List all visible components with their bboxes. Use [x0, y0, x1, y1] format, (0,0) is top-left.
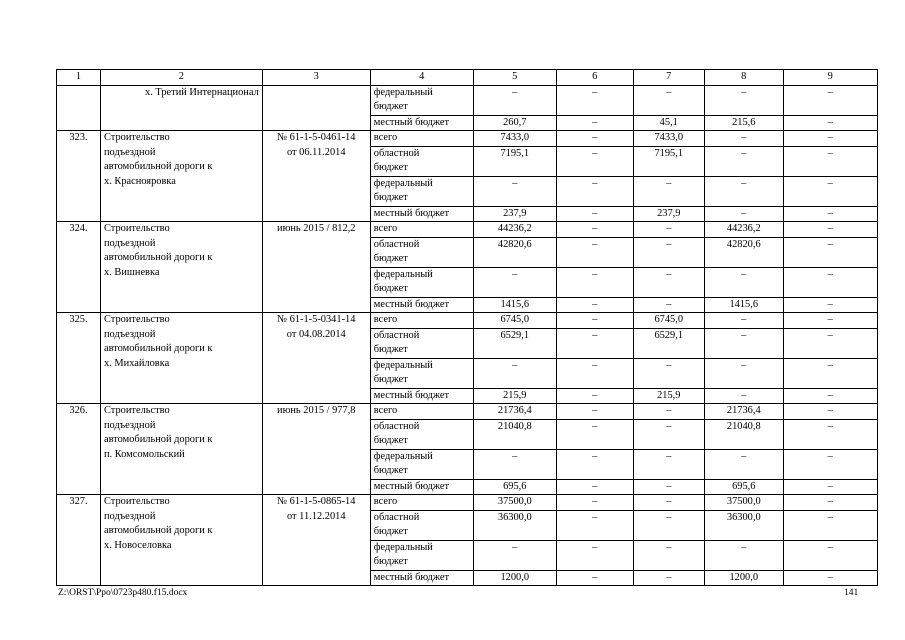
header-cell: 7 — [633, 70, 704, 86]
amount-cell: – — [633, 419, 704, 449]
entry-number-cell: 326. — [57, 404, 101, 495]
amount-cell: – — [556, 85, 633, 115]
amount-cell: – — [783, 222, 877, 238]
budget-source-cell: федеральный бюджет — [370, 358, 473, 388]
amount-cell: – — [556, 358, 633, 388]
amount-cell: – — [783, 510, 877, 540]
budget-source-cell: всего — [370, 131, 473, 147]
amount-cell: – — [783, 206, 877, 222]
amount-cell: 695,6 — [473, 479, 556, 495]
amount-cell: – — [704, 267, 783, 297]
amount-cell: 36300,0 — [704, 510, 783, 540]
budget-source-cell: федеральный бюджет — [370, 267, 473, 297]
budget-source-cell: всего — [370, 222, 473, 238]
budget-source-cell: всего — [370, 313, 473, 329]
amount-cell: 1200,0 — [473, 570, 556, 586]
budget-source-cell: местный бюджет — [370, 570, 473, 586]
amount-cell: 6745,0 — [473, 313, 556, 329]
amount-cell: – — [783, 328, 877, 358]
amount-cell: – — [556, 540, 633, 570]
table-row — [57, 495, 878, 511]
amount-cell: – — [783, 313, 877, 329]
footer-page-number: 141 — [844, 588, 859, 598]
amount-cell: – — [783, 176, 877, 206]
budget-source-cell: местный бюджет — [370, 115, 473, 131]
amount-cell: – — [704, 449, 783, 479]
object-name-cell: х. Третий Интернационал — [101, 85, 263, 131]
amount-cell: – — [704, 328, 783, 358]
amount-cell: – — [783, 449, 877, 479]
budget-source-cell: местный бюджет — [370, 388, 473, 404]
budget-source-cell: областной бюджет — [370, 237, 473, 267]
object-name-cell: Строительство подъездной автомобильной дороги к х. Вишневка — [101, 222, 263, 313]
header-cell: 2 — [101, 70, 263, 86]
document-cell: июнь 2015 / 977,8 — [262, 404, 370, 495]
amount-cell: – — [704, 176, 783, 206]
amount-cell: 21736,4 — [473, 404, 556, 420]
amount-cell: – — [633, 267, 704, 297]
amount-cell: – — [556, 115, 633, 131]
amount-cell: – — [556, 176, 633, 206]
amount-cell: – — [783, 570, 877, 586]
amount-cell: – — [556, 297, 633, 313]
amount-cell: – — [633, 176, 704, 206]
amount-cell: – — [783, 297, 877, 313]
object-name-cell: Строительство подъездной автомобильной дороги к х. Новоселовка — [101, 495, 263, 586]
amount-cell: – — [556, 237, 633, 267]
amount-cell: – — [556, 449, 633, 479]
budget-source-cell: местный бюджет — [370, 479, 473, 495]
amount-cell: – — [556, 388, 633, 404]
amount-cell: – — [633, 540, 704, 570]
amount-cell: 7195,1 — [633, 146, 704, 176]
amount-cell: 260,7 — [473, 115, 556, 131]
amount-cell: – — [704, 313, 783, 329]
budget-source-cell: всего — [370, 404, 473, 420]
amount-cell: – — [704, 358, 783, 388]
amount-cell: 45,1 — [633, 115, 704, 131]
amount-cell: 36300,0 — [473, 510, 556, 540]
header-cell: 4 — [370, 70, 473, 86]
amount-cell: 6529,1 — [633, 328, 704, 358]
amount-cell: – — [556, 313, 633, 329]
amount-cell: – — [704, 540, 783, 570]
table-row — [57, 85, 878, 115]
amount-cell: 1200,0 — [704, 570, 783, 586]
amount-cell: – — [704, 206, 783, 222]
budget-source-cell: областной бюджет — [370, 146, 473, 176]
amount-cell: – — [633, 449, 704, 479]
budget-source-cell: федеральный бюджет — [370, 85, 473, 115]
amount-cell: – — [556, 404, 633, 420]
amount-cell: – — [704, 388, 783, 404]
amount-cell: 44236,2 — [473, 222, 556, 238]
entry-number-cell: 325. — [57, 313, 101, 404]
amount-cell: 21736,4 — [704, 404, 783, 420]
header-cell: 3 — [262, 70, 370, 86]
amount-cell: 215,6 — [704, 115, 783, 131]
amount-cell: 21040,8 — [704, 419, 783, 449]
budget-source-cell: областной бюджет — [370, 510, 473, 540]
amount-cell: – — [783, 388, 877, 404]
amount-cell: – — [633, 570, 704, 586]
entry-number-cell: 327. — [57, 495, 101, 586]
amount-cell: – — [783, 404, 877, 420]
amount-cell: 21040,8 — [473, 419, 556, 449]
amount-cell: 42820,6 — [704, 237, 783, 267]
amount-cell: – — [783, 237, 877, 267]
amount-cell: – — [556, 328, 633, 358]
amount-cell: – — [704, 85, 783, 115]
amount-cell: – — [633, 237, 704, 267]
amount-cell: – — [783, 495, 877, 511]
amount-cell: 695,6 — [704, 479, 783, 495]
amount-cell: – — [473, 358, 556, 388]
budget-source-cell: федеральный бюджет — [370, 540, 473, 570]
amount-cell: – — [473, 540, 556, 570]
budget-source-cell: местный бюджет — [370, 206, 473, 222]
amount-cell: 215,9 — [473, 388, 556, 404]
amount-cell: 7433,0 — [473, 131, 556, 147]
amount-cell: – — [783, 540, 877, 570]
amount-cell: 237,9 — [633, 206, 704, 222]
amount-cell: – — [633, 85, 704, 115]
amount-cell: – — [556, 146, 633, 176]
amount-cell: – — [783, 146, 877, 176]
amount-cell: – — [556, 206, 633, 222]
budget-table — [56, 69, 878, 586]
object-name-cell: Строительство подъездной автомобильной дороги к х. Краснояровка — [101, 131, 263, 222]
table-row — [57, 313, 878, 329]
amount-cell: – — [783, 267, 877, 297]
amount-cell: 44236,2 — [704, 222, 783, 238]
amount-cell: 7433,0 — [633, 131, 704, 147]
budget-source-cell: областной бюджет — [370, 328, 473, 358]
amount-cell: 1415,6 — [473, 297, 556, 313]
entry-number-cell: 324. — [57, 222, 101, 313]
budget-source-cell: федеральный бюджет — [370, 176, 473, 206]
amount-cell: – — [556, 222, 633, 238]
amount-cell: 37500,0 — [473, 495, 556, 511]
amount-cell: – — [783, 358, 877, 388]
amount-cell: – — [783, 479, 877, 495]
table-row — [57, 222, 878, 238]
amount-cell: 6745,0 — [633, 313, 704, 329]
amount-cell: – — [633, 479, 704, 495]
object-name-cell: Строительство подъездной автомобильной дороги к п. Комсомольский — [101, 404, 263, 495]
footer-file-path: Z:\ORST\Ppo\0723p480.f15.docx — [58, 588, 188, 598]
object-name-cell: Строительство подъездной автомобильной дороги к х. Михайловка — [101, 313, 263, 404]
amount-cell: – — [556, 419, 633, 449]
amount-cell: – — [783, 115, 877, 131]
amount-cell: – — [783, 131, 877, 147]
document-cell: № 61-1-5-0341-14 от 04.08.2014 — [262, 313, 370, 404]
amount-cell: – — [473, 267, 556, 297]
header-cell: 9 — [783, 70, 877, 86]
amount-cell: 237,9 — [473, 206, 556, 222]
budget-source-cell: местный бюджет — [370, 297, 473, 313]
amount-cell: – — [473, 176, 556, 206]
entry-number-cell — [57, 85, 101, 131]
header-cell: 8 — [704, 70, 783, 86]
budget-source-cell: областной бюджет — [370, 419, 473, 449]
amount-cell: 37500,0 — [704, 495, 783, 511]
amount-cell: – — [783, 419, 877, 449]
table-row — [57, 131, 878, 147]
amount-cell: 42820,6 — [473, 237, 556, 267]
header-cell: 1 — [57, 70, 101, 86]
amount-cell: – — [633, 297, 704, 313]
header-cell: 5 — [473, 70, 556, 86]
amount-cell: – — [783, 85, 877, 115]
amount-cell: – — [473, 85, 556, 115]
amount-cell: – — [704, 146, 783, 176]
amount-cell: – — [556, 267, 633, 297]
amount-cell: – — [633, 510, 704, 540]
amount-cell: – — [633, 358, 704, 388]
amount-cell: 1415,6 — [704, 297, 783, 313]
budget-source-cell: федеральный бюджет — [370, 449, 473, 479]
header-cell: 6 — [556, 70, 633, 86]
budget-source-cell: всего — [370, 495, 473, 511]
document-cell: № 61-1-5-0461-14 от 06.11.2014 — [262, 131, 370, 222]
header-row — [57, 70, 878, 86]
document-cell: № 61-1-5-0865-14 от 11.12.2014 — [262, 495, 370, 586]
amount-cell: – — [473, 449, 556, 479]
amount-cell: 6529,1 — [473, 328, 556, 358]
amount-cell: – — [556, 131, 633, 147]
amount-cell: 7195,1 — [473, 146, 556, 176]
document-cell — [262, 85, 370, 131]
amount-cell: – — [556, 495, 633, 511]
amount-cell: – — [556, 479, 633, 495]
amount-cell: – — [633, 404, 704, 420]
amount-cell: – — [704, 131, 783, 147]
amount-cell: – — [556, 570, 633, 586]
amount-cell: – — [633, 222, 704, 238]
amount-cell: 215,9 — [633, 388, 704, 404]
entry-number-cell: 323. — [57, 131, 101, 222]
amount-cell: – — [633, 495, 704, 511]
document-cell: июнь 2015 / 812,2 — [262, 222, 370, 313]
table-row — [57, 404, 878, 420]
amount-cell: – — [556, 510, 633, 540]
